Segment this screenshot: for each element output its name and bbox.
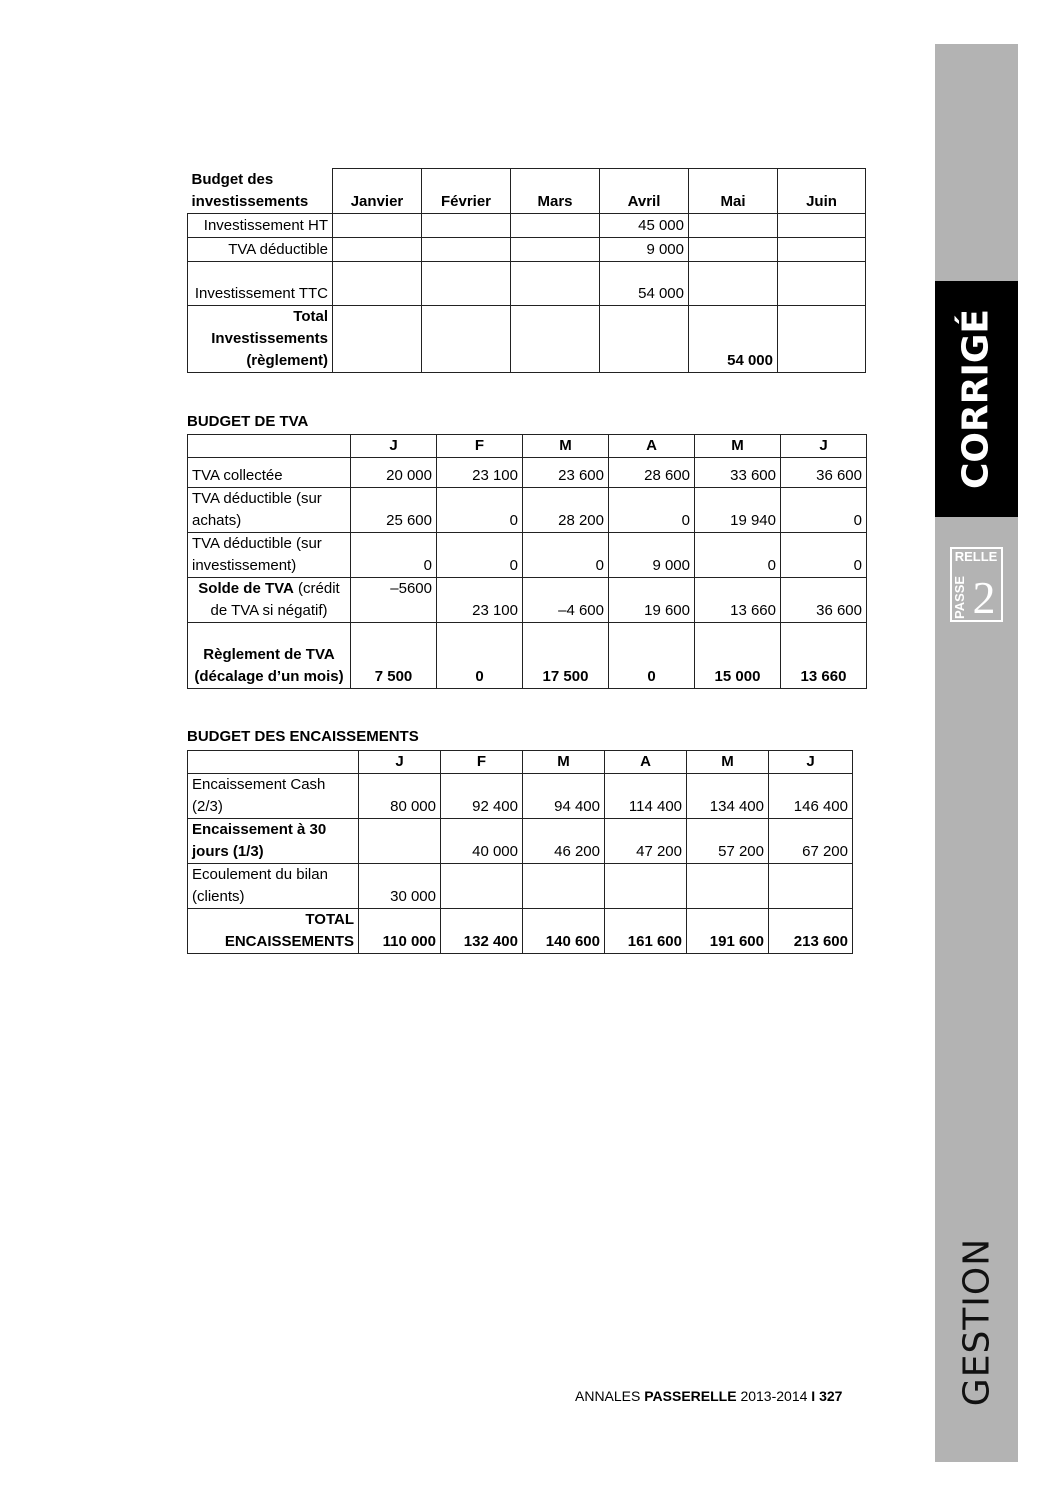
cell: 9 000 xyxy=(609,533,695,578)
cell xyxy=(778,237,866,261)
month-header: A xyxy=(609,435,695,458)
month-header: F xyxy=(437,435,523,458)
cell xyxy=(687,864,769,909)
cell: –4 600 xyxy=(523,578,609,623)
month-header: Janvier xyxy=(333,169,422,214)
cell: 54 000 xyxy=(689,305,778,372)
cell: 110 000 xyxy=(359,909,441,954)
cell: 140 600 xyxy=(523,909,605,954)
table-row xyxy=(188,488,867,533)
table-row xyxy=(188,533,867,578)
cell xyxy=(600,305,689,372)
cell: 54 000 xyxy=(600,261,689,305)
cell xyxy=(333,213,422,237)
cell: 28 600 xyxy=(609,458,695,488)
row-label: TVA déductible (sur investissement) xyxy=(188,533,351,578)
month-header: M xyxy=(695,435,781,458)
cell: 67 200 xyxy=(769,819,853,864)
row-label: TVA déductible xyxy=(188,237,333,261)
cell: 213 600 xyxy=(769,909,853,954)
cell xyxy=(605,864,687,909)
table-row xyxy=(188,909,853,954)
page-footer xyxy=(575,1388,842,1404)
cell: 45 000 xyxy=(600,213,689,237)
cell xyxy=(689,237,778,261)
cell xyxy=(778,213,866,237)
cell xyxy=(778,305,866,372)
cell xyxy=(422,213,511,237)
table-row xyxy=(188,213,866,237)
cell: 33 600 xyxy=(695,458,781,488)
month-header: J xyxy=(359,751,441,774)
cell xyxy=(689,261,778,305)
cell: 15 000 xyxy=(695,623,781,689)
cell: 23 100 xyxy=(437,578,523,623)
cell: 134 400 xyxy=(687,774,769,819)
row-label xyxy=(188,578,351,623)
svg-text:PASSE: PASSE xyxy=(952,575,967,619)
cell: 0 xyxy=(437,533,523,578)
cell xyxy=(511,261,600,305)
cell: 19 940 xyxy=(695,488,781,533)
row-label: Ecoulement du bilan (clients) xyxy=(188,864,359,909)
cell: 0 xyxy=(523,533,609,578)
table-row xyxy=(188,578,867,623)
cell: 47 200 xyxy=(605,819,687,864)
cell: 36 600 xyxy=(781,458,867,488)
month-header: Juin xyxy=(778,169,866,214)
cell: 57 200 xyxy=(687,819,769,864)
cell: 94 400 xyxy=(523,774,605,819)
table-row xyxy=(188,261,866,305)
month-header: M xyxy=(687,751,769,774)
cell xyxy=(333,305,422,372)
encaissements-budget-table xyxy=(187,750,853,954)
cell: 0 xyxy=(695,533,781,578)
cell xyxy=(689,213,778,237)
tva-budget-table xyxy=(187,434,867,689)
cell xyxy=(511,237,600,261)
cell: 0 xyxy=(609,623,695,689)
cell: 92 400 xyxy=(441,774,523,819)
row-label: Investissement TTC xyxy=(188,261,333,305)
month-header: Mars xyxy=(511,169,600,214)
corrige-label: CORRIGÉ xyxy=(955,309,997,489)
cell: 28 200 xyxy=(523,488,609,533)
row-label: Encaissement à 30 jours (1/3) xyxy=(188,819,359,864)
cell xyxy=(778,261,866,305)
table-row xyxy=(188,819,853,864)
row-label: TVA collectée xyxy=(188,458,351,488)
cell xyxy=(333,261,422,305)
gestion-label: GESTION xyxy=(956,1237,998,1407)
cell: 46 200 xyxy=(523,819,605,864)
cell: 161 600 xyxy=(605,909,687,954)
cell: 191 600 xyxy=(687,909,769,954)
cell: 23 100 xyxy=(437,458,523,488)
row-label: Encaissement Cash (2/3) xyxy=(188,774,359,819)
table-row xyxy=(188,623,867,689)
cell: 80 000 xyxy=(359,774,441,819)
cell: 0 xyxy=(781,533,867,578)
cell xyxy=(359,819,441,864)
cell xyxy=(333,237,422,261)
cell: 36 600 xyxy=(781,578,867,623)
row-label: Investissement HT xyxy=(188,213,333,237)
cell: 13 660 xyxy=(781,623,867,689)
cell xyxy=(769,864,853,909)
month-header: J xyxy=(351,435,437,458)
cell xyxy=(511,213,600,237)
month-header: Février xyxy=(422,169,511,214)
month-header: M xyxy=(523,435,609,458)
cell: 30 000 xyxy=(359,864,441,909)
cell: 17 500 xyxy=(523,623,609,689)
table-row xyxy=(188,305,866,372)
cell: 19 600 xyxy=(609,578,695,623)
table-row xyxy=(188,864,853,909)
investment-header-label: Budget des investissements xyxy=(191,170,309,210)
footer-separator: I xyxy=(811,1388,820,1404)
cell: 0 xyxy=(609,488,695,533)
footer-prefix: ANNALES xyxy=(575,1388,645,1404)
row-label: Total Investissements (règlement) xyxy=(188,305,333,372)
page-number: 327 xyxy=(819,1388,843,1404)
cell: 20 000 xyxy=(351,458,437,488)
row-label: TVA déductible (sur achats) xyxy=(188,488,351,533)
cell: 40 000 xyxy=(441,819,523,864)
cell: 132 400 xyxy=(441,909,523,954)
cell: 0 xyxy=(781,488,867,533)
corner-cell xyxy=(188,751,359,774)
cell: 0 xyxy=(351,533,437,578)
cell xyxy=(511,305,600,372)
cell: 114 400 xyxy=(605,774,687,819)
month-header: Mai xyxy=(689,169,778,214)
encaissements-budget-title: BUDGET DES ENCAISSEMENTS xyxy=(187,728,419,745)
month-header: Avril xyxy=(600,169,689,214)
passerelle-logo xyxy=(950,547,1003,622)
cell xyxy=(422,237,511,261)
row-label: TOTAL ENCAISSEMENTS xyxy=(188,909,359,954)
corner-cell xyxy=(188,435,351,458)
month-header: J xyxy=(781,435,867,458)
cell: –5600 xyxy=(351,578,437,623)
month-header: J xyxy=(769,751,853,774)
cell xyxy=(441,864,523,909)
investment-budget-table xyxy=(187,168,866,373)
row-label-rest: (crédit de TVA si négatif) xyxy=(210,580,340,619)
cell: 7 500 xyxy=(351,623,437,689)
cell xyxy=(422,261,511,305)
tva-budget-title: BUDGET DE TVA xyxy=(187,413,309,430)
table-row xyxy=(188,774,853,819)
footer-years: 2013-2014 xyxy=(736,1388,812,1404)
month-header: F xyxy=(441,751,523,774)
footer-brand: PASSERELLE xyxy=(644,1388,737,1404)
table-row xyxy=(188,237,866,261)
cell: 9 000 xyxy=(600,237,689,261)
cell: 0 xyxy=(437,488,523,533)
cell: 13 660 xyxy=(695,578,781,623)
svg-text:RELLE: RELLE xyxy=(954,549,998,564)
svg-text:2: 2 xyxy=(972,572,996,622)
row-label-bold: Solde de TVA xyxy=(198,580,294,597)
cell: 0 xyxy=(437,623,523,689)
cell xyxy=(422,305,511,372)
table-row xyxy=(188,458,867,488)
cell: 23 600 xyxy=(523,458,609,488)
month-header: A xyxy=(605,751,687,774)
row-label: Règlement de TVA (décalage d’un mois) xyxy=(188,623,351,689)
cell: 25 600 xyxy=(351,488,437,533)
month-header: M xyxy=(523,751,605,774)
cell: 146 400 xyxy=(769,774,853,819)
cell xyxy=(523,864,605,909)
